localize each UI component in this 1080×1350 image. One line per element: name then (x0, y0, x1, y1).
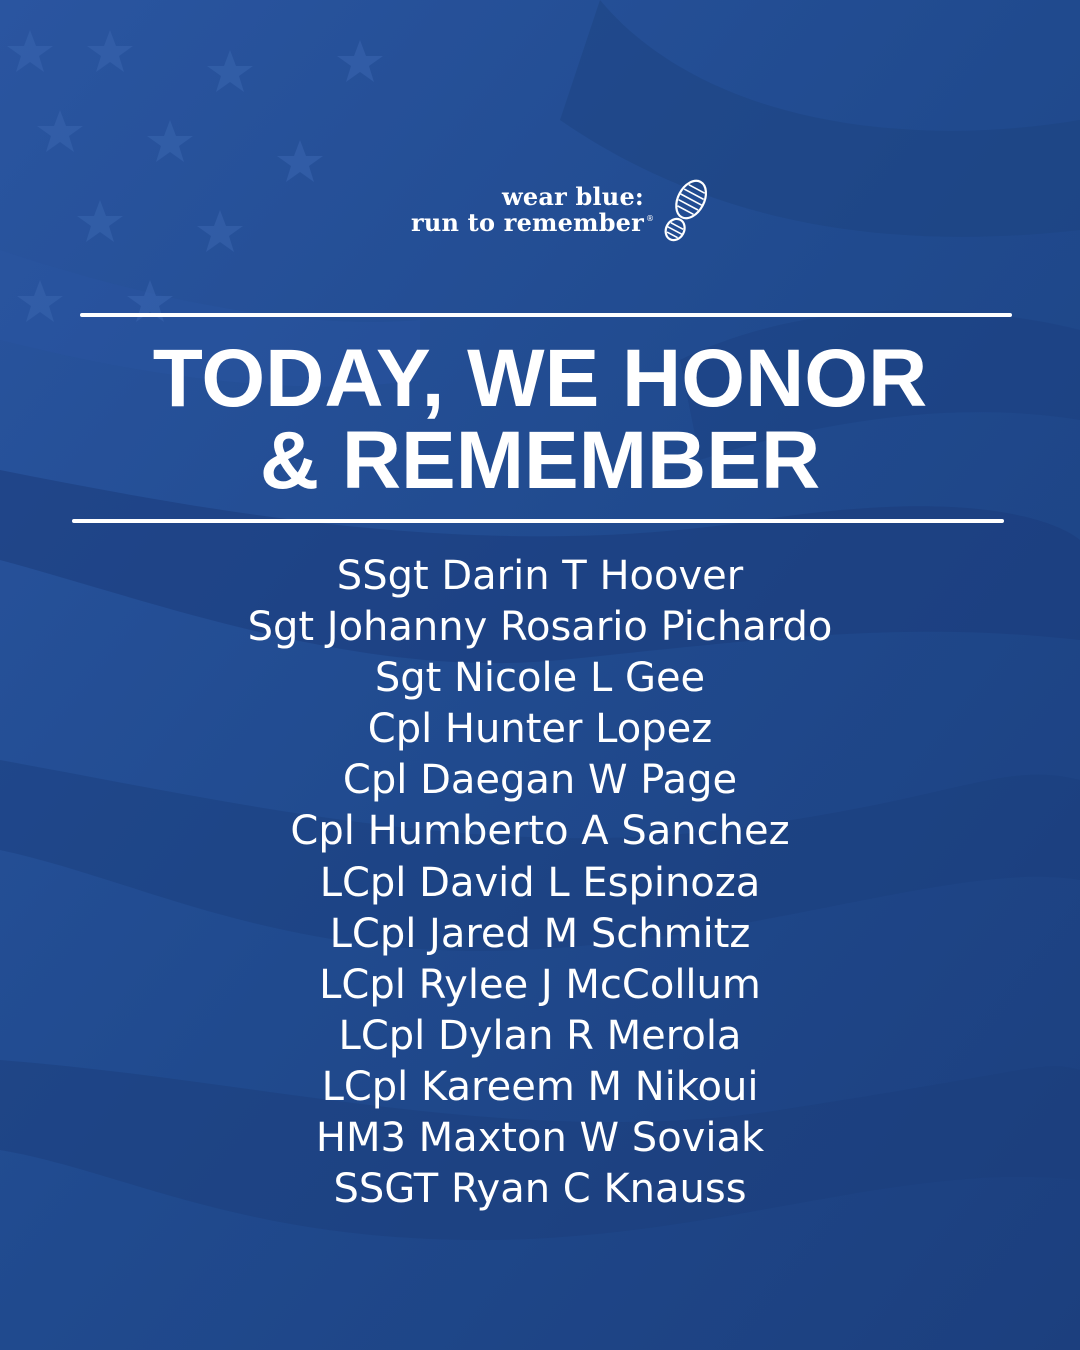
divider-bottom (72, 519, 1004, 523)
shoe-print-icon (661, 176, 709, 246)
honoree-name: LCpl David L Espinoza (319, 859, 761, 906)
divider-top (80, 313, 1012, 317)
honoree-name: Cpl Humberto A Sanchez (290, 808, 790, 855)
honoree-name: SSgt Darin T Hoover (336, 553, 744, 599)
brand-line-2: run to remember (410, 208, 644, 237)
honoree-name: LCpl Jared M Schmitz (329, 910, 751, 957)
honoree-name: HM3 Maxton W Soviak (315, 1115, 765, 1162)
honoree-name: Cpl Hunter Lopez (367, 706, 713, 753)
honoree-name: LCpl Dylan R Merola (338, 1012, 742, 1059)
brand-line-1: wear blue: (502, 182, 644, 211)
honoree-name: Sgt Nicole L Gee (374, 655, 706, 702)
honoree-name: Sgt Johanny Rosario Pichardo (247, 604, 833, 651)
headline-line-1: TODAY, WE HONOR (152, 333, 928, 424)
honoree-name: SSGT Ryan C Knauss (333, 1166, 747, 1213)
honoree-name: Cpl Daegan W Page (342, 757, 738, 804)
honoree-list (40, 551, 1040, 1215)
brand-logo (368, 176, 718, 246)
honoree-name: LCpl Rylee J McCollum (319, 961, 761, 1008)
headline-line-2: & REMEMBER (259, 415, 821, 506)
registered-mark: ® (646, 214, 654, 223)
honoree-name: LCpl Kareem M Nikoui (321, 1063, 759, 1110)
